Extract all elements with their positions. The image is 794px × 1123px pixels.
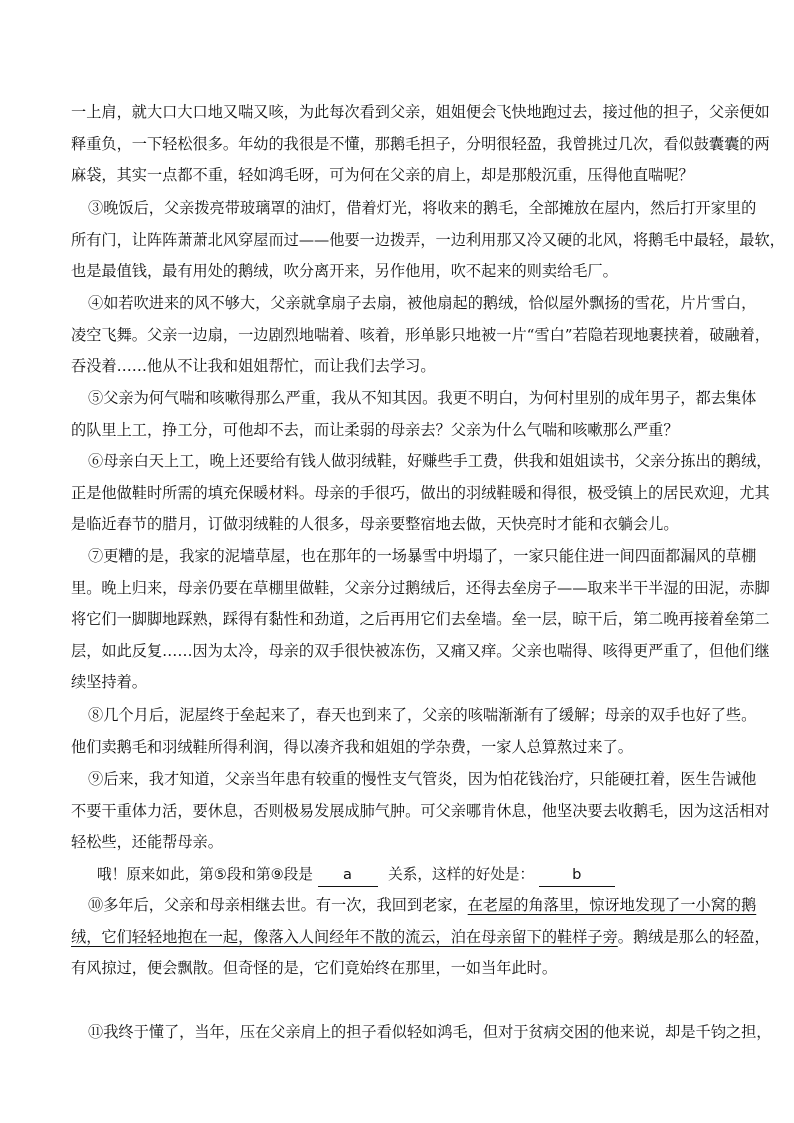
text-line: 的队里上工，挣工分，可他却不去，而让柔弱的母亲去？父亲为什么气喘和咳嗽那么严重？ xyxy=(71,420,679,439)
text-line: 不要干重体力活，要休息，否则极易发展成肺气肿。可父亲哪肯休息，他坚决要去收鹅毛，因为这活相对 xyxy=(71,801,770,820)
fill-in-question xyxy=(97,860,615,890)
underlined-text: 绒，它们轻轻地抱在一起，像落入人间经年不散的流云，泊在母亲留下的鞋样子旁 xyxy=(71,927,618,946)
text-line: 有风掠过，便会飘散。但奇怪的是，它们竟始终在那里，一如当年此时。 xyxy=(71,959,557,978)
text-line: 轻松些，还能帮母亲。 xyxy=(71,833,223,852)
text-line xyxy=(71,890,757,922)
text-line: ⑪我终于懂了，当年，压在父亲肩上的担子看似轻如鸿毛，但对于贫病交困的他来说，却是千钧之担， xyxy=(88,1023,772,1041)
text-line-plain: ⑩多年后，父亲和母亲相继去世。有一次，我回到老家， xyxy=(88,896,468,914)
text-line: 将它们一脚脚地踩熟，踩得有黏性和劲道，之后再用它们去垒墙。垒一层，晾干后，第二晚再接着垒第二 xyxy=(71,610,770,629)
text-line-plain: 。鹅绒是那么的轻盈， xyxy=(617,927,770,946)
paragraph-8 xyxy=(71,700,757,763)
underlined-text: 在老屋的角落里，惊讶地发现了一小窝的鹅 xyxy=(467,896,757,914)
text-line: 层，如此反复……因为太冷，母亲的双手很快被冻伤，又痛又痒。父亲也喘得、咳得更严重了，但他们继 xyxy=(71,641,770,660)
paragraph-5 xyxy=(71,383,757,446)
text-line: 也是最值钱，最有用处的鹅绒，吹分离开来，另作他用，吹不起来的则卖给毛厂。 xyxy=(71,262,618,281)
text-line: 所有门，让阵阵萧萧北风穿屋而过——他要一边拨弄，一边利用那又冷又硬的北风，将鹅毛中最轻，最软， xyxy=(71,230,785,249)
text-line: ⑤父亲为何气喘和咳嗽得那么严重，我从不知其因。我更不明白，为何村里别的成年男子，都去集体 xyxy=(88,389,757,407)
text-line: ⑨后来，我才知道，父亲当年患有较重的慢性支气管炎，因为怕花钱治疗，只能硬扛着，医生告诫他 xyxy=(88,770,757,788)
answer-blank-a[interactable]: a xyxy=(318,864,378,887)
text-line: 里。晚上归来，母亲仍要在草棚里做鞋，父亲分过鹅绒后，还得去垒房子——取来半干半湿的田泥，赤脚 xyxy=(71,578,770,597)
text-line: 一上肩，就大口大口地又喘又咳，为此每次看到父亲，姐姐便会飞快地跑过去，接过他的担子，父亲便如 xyxy=(71,103,770,121)
paragraph-10 xyxy=(71,890,770,985)
text-line: 麻袋，其实一点都不重，轻如鸿毛呀，可为何在父亲的肩上，却是那般沉重，压得他直喘呢？ xyxy=(71,166,694,185)
text-line: 释重负，一下轻松很多。年幼的我很是不懂，那鹅毛担子，分明很轻盈，我曾挑过几次，看似鼓囊囊的两 xyxy=(71,134,770,153)
text-line: ⑥母亲白天上工，晚上还要给有钱人做羽绒鞋，好赚些手工费，供我和姐姐读书，父亲分拣出的鹅绒， xyxy=(88,452,772,470)
text-line: 正是他做鞋时所需的填充保暖材料。母亲的手很巧，做出的羽绒鞋暖和得很，极受镇上的居民欢迎，尤其 xyxy=(71,483,770,502)
text-line: ⑧几个月后，泥屋终于垒起来了，春天也到来了，父亲的咳喘渐渐有了缓解；母亲的双手也好了些。 xyxy=(88,706,757,724)
paragraph-9 xyxy=(71,764,770,859)
text-line: ④如若吹进来的风不够大，父亲就拿扇子去扇，被他扇起的鹅绒，恰似屋外飘扬的雪花，片片雪白， xyxy=(88,294,757,312)
text-line: 他们卖鹅毛和羽绒鞋所得利润，得以凑齐我和姐姐的学杂费，一家人总算熬过来了。 xyxy=(71,737,633,756)
answer-blank-b[interactable]: b xyxy=(539,864,615,887)
text-line: ⑦更糟的是，我家的泥墙草屋，也在那年的一场暴雪中坍塌了，一家只能住进一间四面都漏风的草棚 xyxy=(88,547,757,565)
paragraph-6 xyxy=(71,446,772,541)
text-line: 吞没着……他从不让我和姐姐帮忙，而让我们去学习。 xyxy=(71,357,436,376)
paragraph-4 xyxy=(71,288,770,383)
text-line: 凌空飞舞。父亲一边扇，一边剧烈地喘着、咳着，形单影只地被一片“雪白”若隐若现地裹挟着，破融着， xyxy=(71,325,770,344)
paragraph-continuation xyxy=(71,97,770,192)
text-line xyxy=(71,922,770,954)
paragraph-11 xyxy=(71,1017,772,1049)
paragraph-3 xyxy=(71,193,785,288)
question-middle: 关系，这样的好处是： xyxy=(388,866,535,883)
text-line: ③晚饭后，父亲拨亮带玻璃罩的油灯，借着灯光，将收来的鹅毛，全部摊放在屋内，然后打开家里的 xyxy=(88,199,757,217)
question-prefix: 哦！原来如此，第⑤段和第⑨段是 xyxy=(97,866,313,883)
text-line: 续坚持着。 xyxy=(71,673,147,692)
paragraph-7 xyxy=(71,541,770,699)
text-line: 是临近春节的腊月，订做羽绒鞋的人很多，母亲要整宿地去做，天快亮时才能和衣躺会儿。 xyxy=(71,515,679,534)
